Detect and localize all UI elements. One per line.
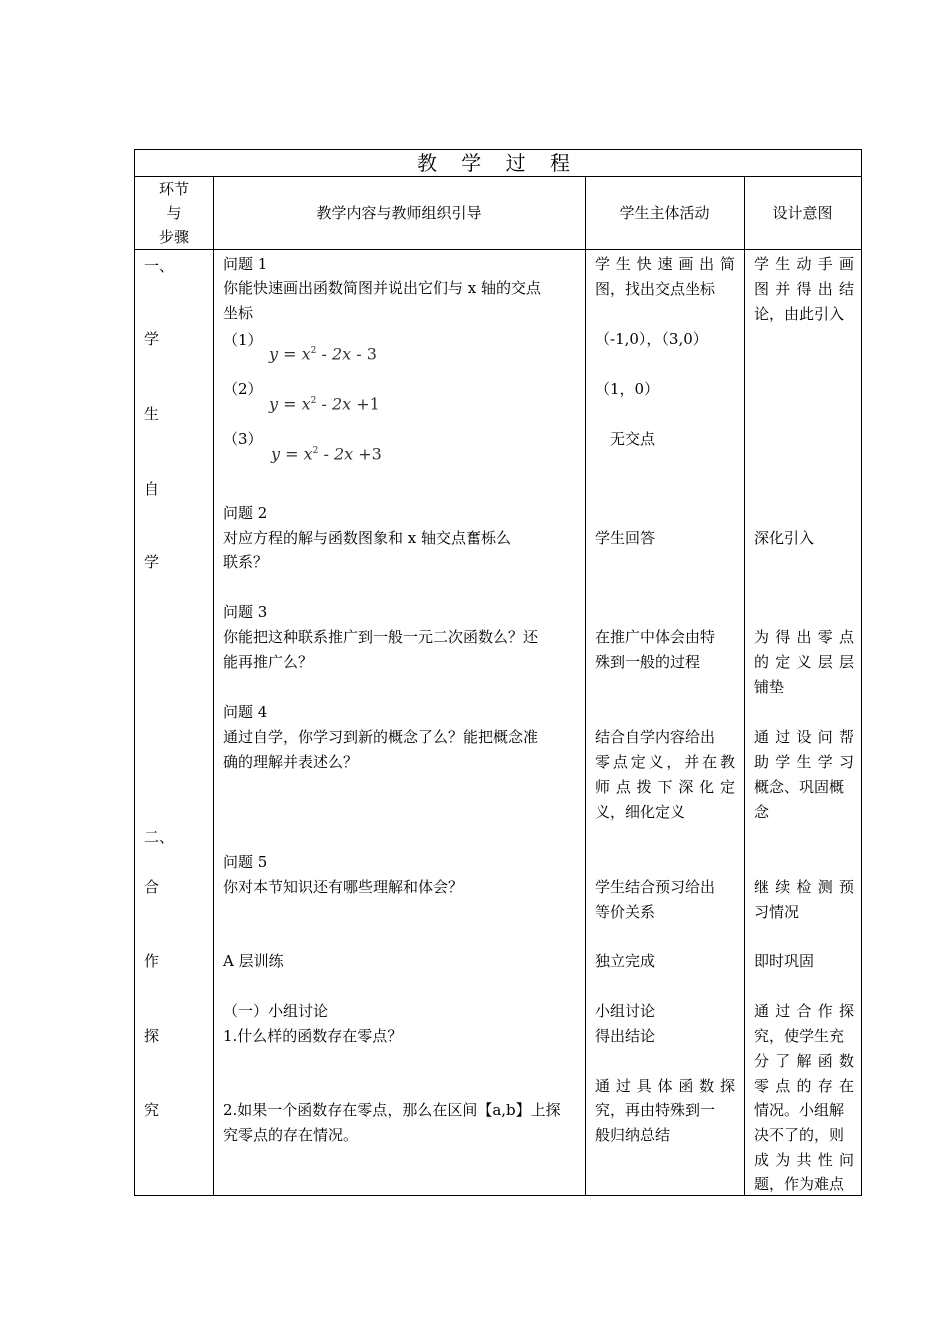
section-1-char-4: 学 [144, 553, 160, 571]
design-intent-3: 为得出零点 [754, 628, 854, 646]
student-activity-5: 学生结合预习给出 [595, 878, 716, 896]
student-activity-4: 结合自学内容给出 [595, 728, 716, 746]
section-2-char-2: 作 [144, 952, 160, 970]
header-col3: 学生主体活动 [619, 204, 710, 222]
question-3-text: 你能把这种联系推广到一般一元二次函数么？还 [223, 628, 539, 646]
design-intent-1-line2: 图并得出结 [754, 280, 854, 298]
design-intent-3-line3: 铺垫 [754, 678, 785, 696]
design-intent-7-line7: 成为共性问 [754, 1151, 854, 1169]
group-discussion-title: （一）小组讨论 [223, 1002, 329, 1020]
section-2-char-3: 探 [144, 1027, 160, 1045]
answer-1: （-1,0），（3,0） [595, 330, 708, 348]
function-2-label: （2） [223, 380, 263, 398]
function-1-label: （1） [223, 331, 263, 349]
design-intent-7-line2: 究，使学生充 [754, 1027, 845, 1045]
question-4-text-cont: 确的理解并表述么？ [223, 753, 359, 771]
group-question-2-cont: 究零点的存在情况。 [223, 1126, 359, 1144]
section-1-number: 一、 [144, 257, 175, 275]
question-1-title: 问题 1 [223, 255, 268, 273]
answer-3: 无交点 [610, 430, 656, 448]
header-col1-line3: 步骤 [158, 228, 189, 246]
a-level-training: A 层训练 [223, 952, 284, 970]
design-intent-7-line3: 分了解函数 [754, 1052, 854, 1070]
question-2-text: 对应方程的解与函数图象和 x 轴交点奮栎么 [223, 529, 511, 547]
header-col2: 教学内容与教师组织引导 [316, 204, 482, 222]
function-3-formula: $y = x^2 - 2x +3$ [271, 444, 382, 464]
student-activity-3: 在推广中体会由特 [595, 628, 716, 646]
table-title: 教 学 过 程 [135, 150, 861, 177]
design-intent-7-line8: 题，作为难点 [754, 1175, 845, 1193]
design-intent-7-line4: 零点的存在 [754, 1077, 854, 1095]
section-1-char-2: 生 [144, 405, 160, 423]
function-3-label: （3） [223, 430, 263, 448]
design-intent-5-line2: 习情况 [754, 903, 800, 921]
student-activity-4-line4: 义，细化定义 [595, 803, 686, 821]
question-3-title: 问题 3 [223, 603, 268, 621]
question-1-text-cont: 坐标 [223, 304, 254, 322]
question-2-text-cont: 联系？ [223, 553, 269, 571]
design-intent-7-line5: 情况。小组解 [754, 1101, 845, 1119]
design-intent-1: 学生动手画 [754, 255, 854, 273]
design-intent-1-line3: 论，由此引入 [754, 305, 845, 323]
student-activity-6: 独立完成 [595, 952, 656, 970]
student-activity-8-line2: 究，再由特殊到一 [595, 1101, 716, 1119]
function-1-formula: $y = x^2 - 2x - 3$ [269, 344, 377, 364]
design-intent-3-line2: 的定义层层 [754, 653, 854, 671]
question-1-text: 你能快速画出函数简图并说出它们与 x 轴的交点 [223, 279, 541, 297]
student-activity-3-cont: 殊到一般的过程 [595, 653, 701, 671]
function-2-formula: $y = x^2 - 2x +1$ [269, 394, 380, 414]
question-5-title: 问题 5 [223, 853, 268, 871]
header-col4: 设计意图 [772, 204, 833, 222]
question-4-title: 问题 4 [223, 703, 268, 721]
design-intent-2: 深化引入 [754, 529, 815, 547]
question-2-title: 问题 2 [223, 504, 268, 522]
header-divider [135, 249, 861, 250]
student-activity-5-cont: 等价关系 [595, 903, 656, 921]
section-2-number: 二、 [144, 828, 175, 846]
student-activity-1-cont: 图，找出交点坐标 [595, 280, 716, 298]
design-intent-6: 即时巩固 [754, 952, 815, 970]
question-5-text: 你对本节知识还有哪些理解和体会？ [223, 878, 464, 896]
header-col1-line1: 环节 [158, 180, 189, 198]
design-intent-4-line4: 念 [754, 803, 770, 821]
student-activity-8-line3: 般归纳总结 [595, 1126, 671, 1144]
design-intent-7-line6: 决不了的，则 [754, 1126, 845, 1144]
group-question-2: 2.如果一个函数存在零点，那么在区间【a,b】上探 [223, 1101, 561, 1119]
section-1-char-3: 自 [144, 480, 160, 498]
design-intent-4-line3: 概念、巩固概 [754, 778, 845, 796]
design-intent-5: 继续检测预 [754, 878, 854, 896]
student-activity-8: 通过具体函数探 [595, 1077, 735, 1095]
design-intent-7: 通过合作探 [754, 1002, 854, 1020]
section-1-char-1: 学 [144, 330, 160, 348]
student-activity-4-line2: 零点定义，并在教 [595, 753, 735, 771]
design-intent-4-line2: 助学生学习 [754, 753, 854, 771]
column-divider-3 [744, 177, 745, 1196]
header-col1-line2: 与 [166, 204, 182, 222]
group-question-1: 1.什么样的函数存在零点？ [223, 1027, 403, 1045]
question-4-text: 通过自学，你学习到新的概念了么？能把概念准 [223, 728, 539, 746]
student-activity-7: 小组讨论 [595, 1002, 656, 1020]
section-2-char-1: 合 [144, 878, 160, 896]
student-activity-4-line3: 师点拨下深化定 [595, 778, 735, 796]
student-activity-1: 学生快速画出简 [595, 255, 735, 273]
design-intent-4: 通过设问帮 [754, 728, 854, 746]
question-3-text-cont: 能再推广么？ [223, 653, 314, 671]
column-divider-1 [213, 177, 214, 1196]
section-2-char-4: 究 [144, 1101, 160, 1119]
column-divider-2 [585, 177, 586, 1196]
answer-2: （1，0） [595, 380, 660, 398]
teaching-process-table [134, 149, 862, 1196]
student-activity-7-cont: 得出结论 [595, 1027, 656, 1045]
student-activity-2: 学生回答 [595, 529, 656, 547]
